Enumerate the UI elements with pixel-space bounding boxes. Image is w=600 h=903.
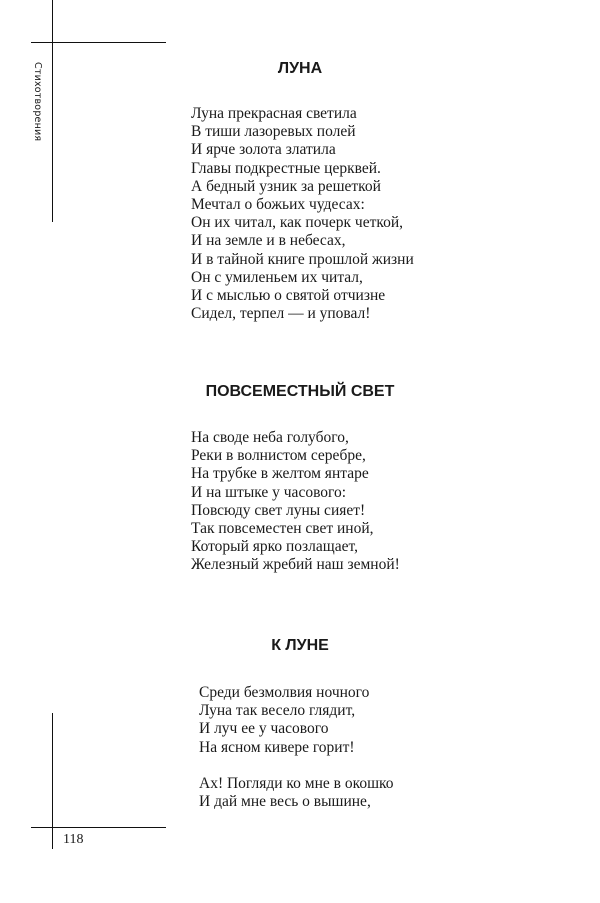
poem-line: И ярче золота златила: [191, 141, 336, 159]
poem-line: Так повсеместен свет иной,: [191, 519, 374, 537]
poem-body: [191, 429, 400, 575]
poem-line: Главы подкрестные церквей.: [191, 159, 381, 177]
poem-line: Он с умиленьем их читал,: [191, 268, 363, 286]
poem-title: ЛУНА: [277, 60, 323, 77]
poem-line: В тиши лазоревых полей: [191, 123, 356, 141]
poem-line: [199, 757, 394, 775]
poem-line: На ясном кивере горит!: [199, 738, 355, 756]
poem-line: И луч ее у часового: [199, 720, 329, 738]
poem-line: Сидел, терпел — и уповал!: [191, 305, 371, 323]
poem-line: Луна прекрасная светила: [191, 105, 357, 122]
poem-line: На своде неба голубого,: [191, 429, 349, 446]
page-number: 118: [63, 832, 84, 847]
poem-line: И дай мне весь о вышине,: [199, 793, 371, 811]
poem-line: И на штыке у часового:: [191, 483, 347, 501]
top-vertical-rule: [52, 0, 53, 222]
poem-line: И с мыслью о святой отчизне: [191, 286, 386, 304]
poem-body: [191, 105, 414, 323]
poem-line: Железный жребий наш земной!: [191, 556, 400, 574]
poem-line: А бедный узник за решеткой: [191, 177, 381, 195]
bottom-horizontal-rule: [31, 827, 166, 828]
poem-line: Реки в волнистом серебре,: [191, 447, 366, 465]
poem-line: На трубке в желтом янтаре: [191, 465, 369, 483]
running-head: Стихотворения: [32, 62, 43, 142]
poem-line: Он их читал, как почерк четкой,: [191, 214, 404, 232]
poem-line: Луна так весело глядит,: [199, 702, 356, 720]
poem-line: Ах! Погляди ко мне в окошко: [199, 774, 394, 792]
poem-line: Который ярко позлащает,: [191, 538, 358, 556]
poem-line: Повсюду свет луны сияет!: [191, 501, 366, 519]
poem-title: ПОВСЕМЕСТНЫЙ СВЕТ: [205, 383, 395, 400]
poem-line: Среди безмолвия ночного: [199, 684, 370, 701]
poem-line: Мечтал о божьих чудесах:: [191, 195, 365, 213]
poem-body: [199, 684, 394, 811]
bottom-vertical-rule: [52, 713, 53, 849]
poem-title: К ЛУНЕ: [271, 637, 329, 654]
poem-line: И на земле и в небесах,: [191, 232, 346, 250]
poem-line: И в тайной книге прошлой жизни: [191, 250, 414, 268]
